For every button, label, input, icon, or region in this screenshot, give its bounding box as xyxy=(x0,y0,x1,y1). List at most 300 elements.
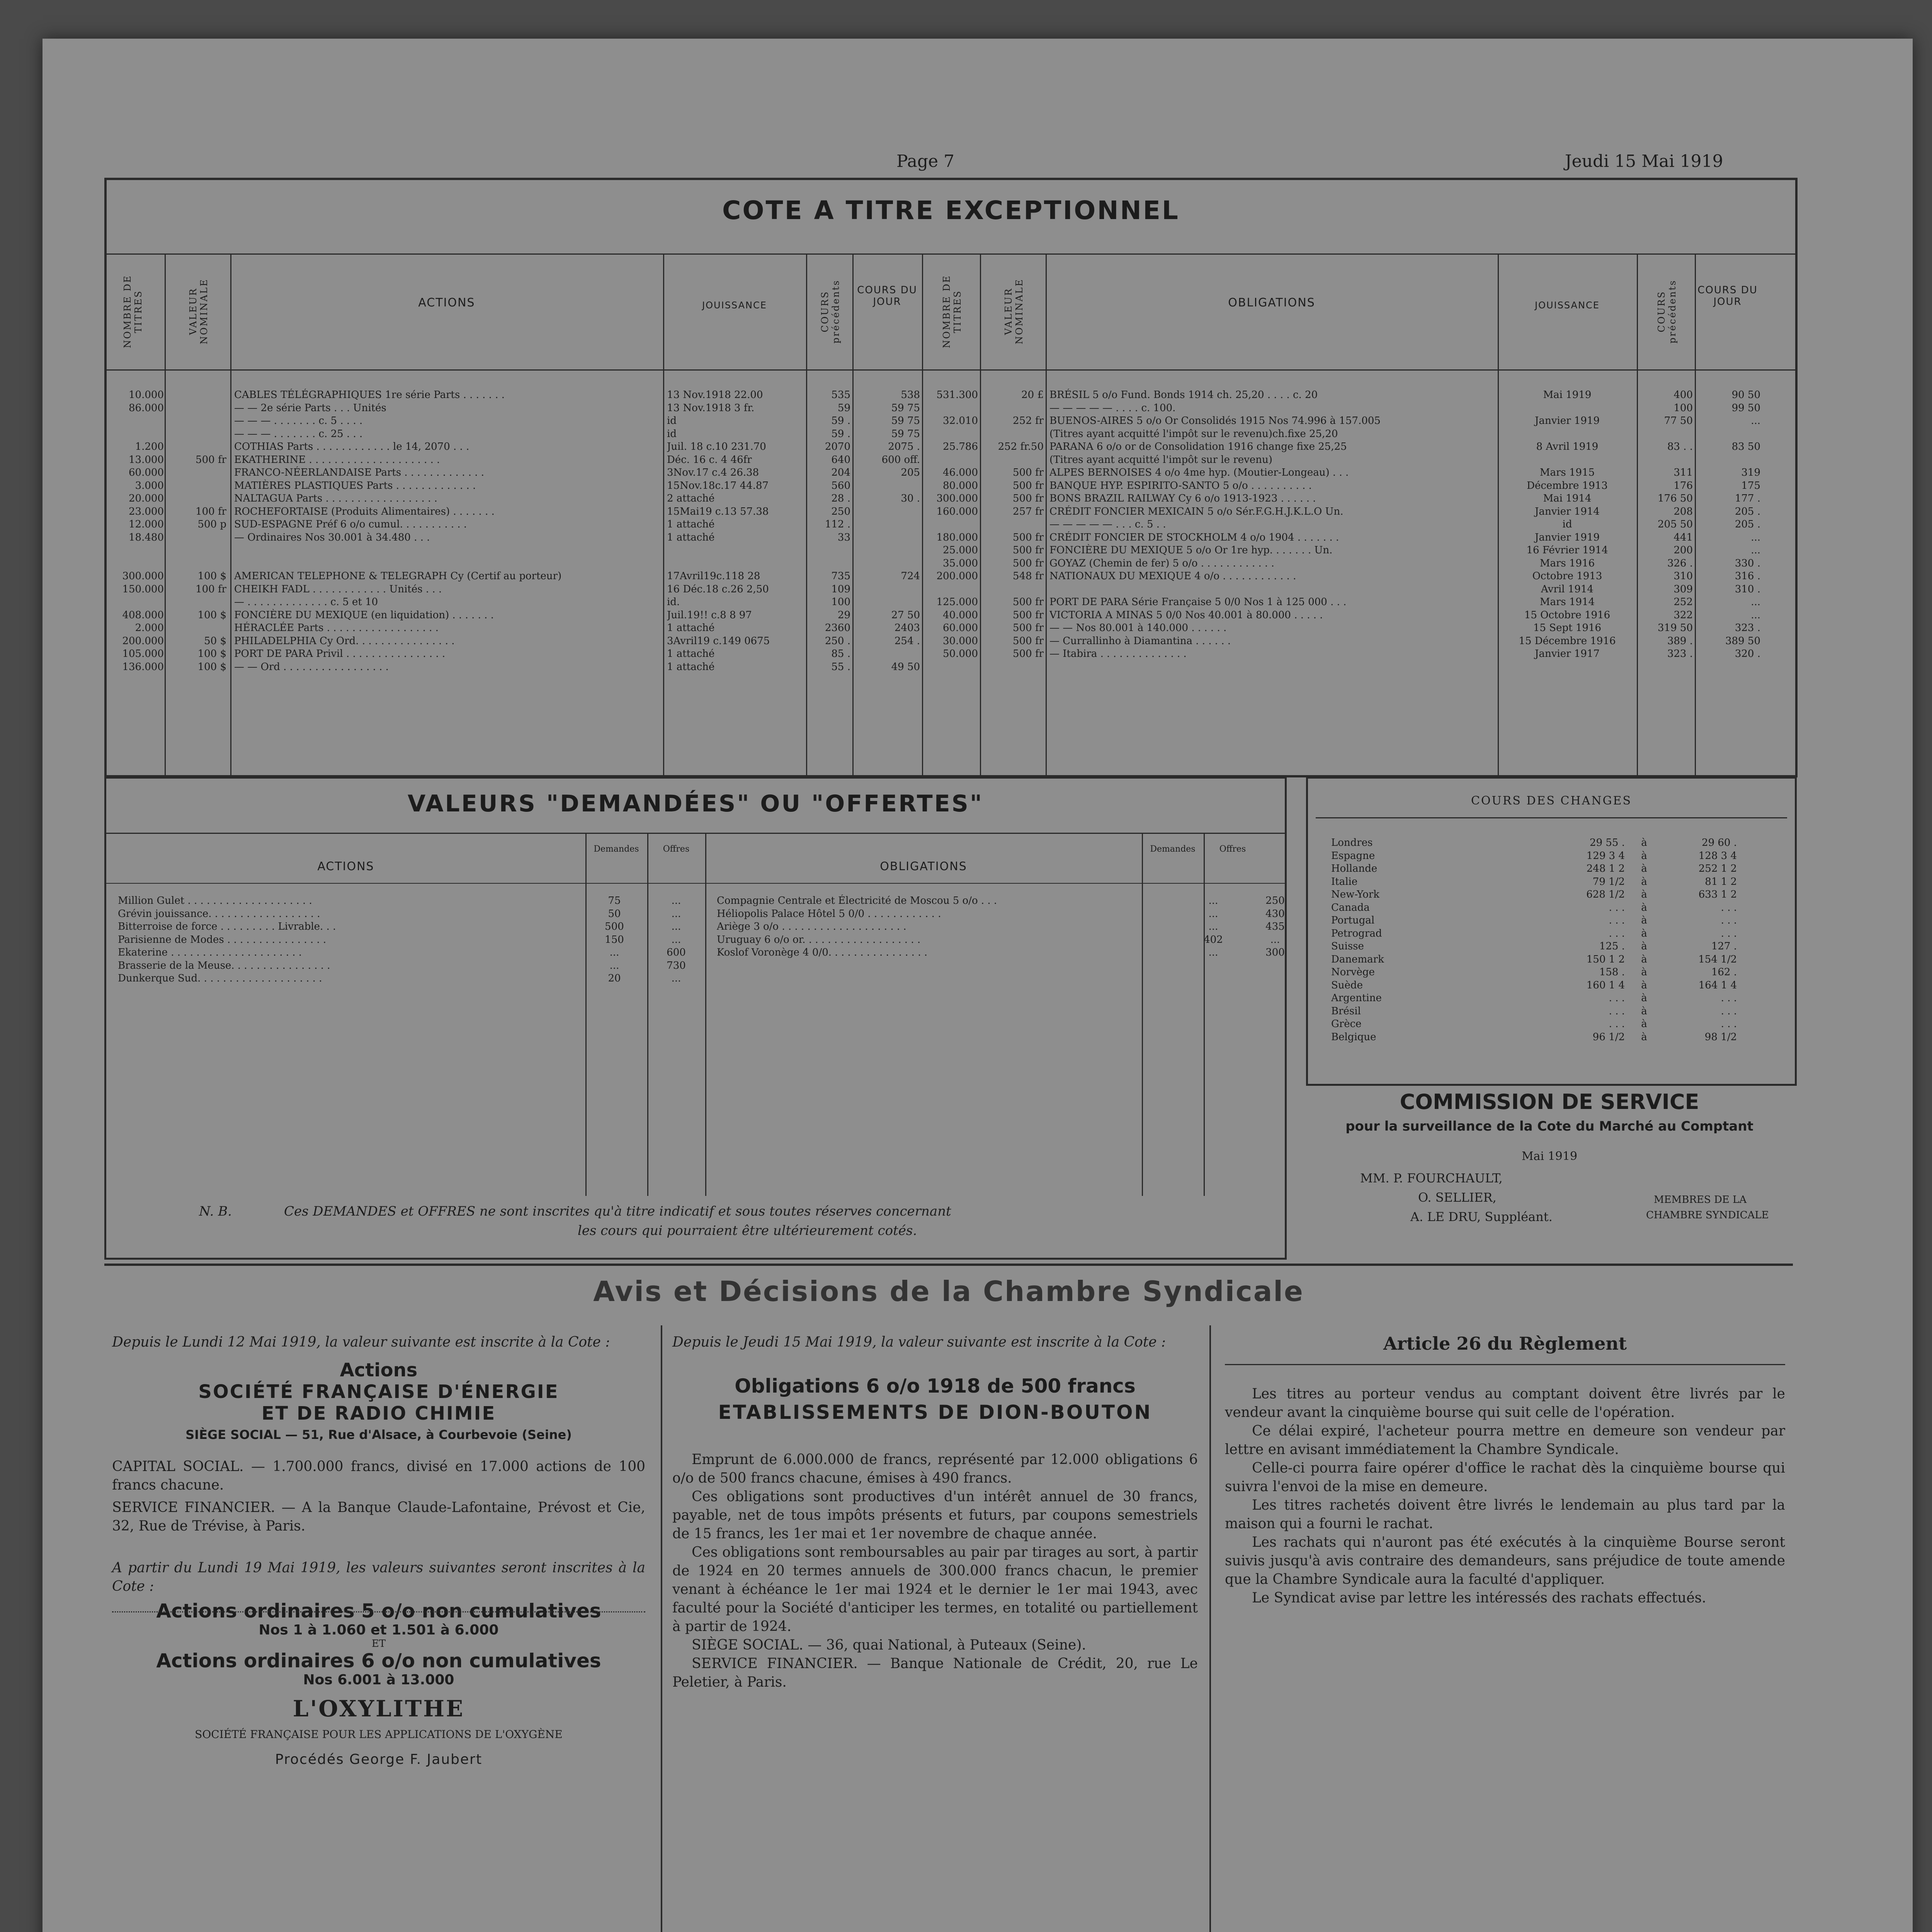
cote-obligation: VICTORIA A MINAS 5 0/0 Nos 40.001 à 80.000 . . . . . xyxy=(1049,609,1323,621)
cote-jouissance: 3Nov.17 c.4 26.38 xyxy=(667,467,759,478)
cote-row xyxy=(107,609,1795,622)
vdo-offre: ... xyxy=(1270,934,1280,946)
cote-action: — Ordinaires Nos 30.001 à 34.480 . . . xyxy=(234,531,430,543)
cote-jouissance: 1 attaché xyxy=(667,519,715,530)
cote-nombre-r: 50.000 xyxy=(943,648,978,660)
cote-action: ROCHEFORTAISE (Produits Alimentaires) . . . . . . . xyxy=(234,505,495,517)
change-row xyxy=(1331,966,1776,979)
change-high: . . . xyxy=(1721,1018,1737,1030)
cote-cours-jour-r: ... xyxy=(1751,544,1760,556)
cote-cours-jour-r: 389 50 xyxy=(1725,635,1760,647)
col3-p3: Celle-ci pourra faire opérer d'office le rachat dès la cinquième bourse qui suivra l'envoi de la mise en demeure. xyxy=(1225,1460,1785,1495)
head-cours-prec-r: COURS précédents xyxy=(1656,279,1678,344)
cote-row xyxy=(107,622,1795,635)
cote-jouissance: 1 attaché xyxy=(667,661,715,673)
col2-p2: Ces obligations sont productives d'un intérêt annuel de 30 francs, payable, net de tous impôts présents et futurs, par coupons semestriels de 15 francs, les 1er mai et 1er novembre de chaque année. xyxy=(672,1489,1198,1542)
cote-exceptionnel-box xyxy=(104,178,1798,777)
vdo-row xyxy=(106,946,705,959)
cote-cours-prec: 250 xyxy=(831,505,850,517)
vdo-offre: ... xyxy=(671,908,681,920)
cote-jouissance: 15Nov.18c.17 44.87 xyxy=(667,480,769,492)
cote-jouissance: 17Avril19c.118 28 xyxy=(667,570,760,582)
change-country: Hollande xyxy=(1331,863,1378,874)
cote-action: EKATHERINE . . . . . . . . . . . . . . . . . . . . . xyxy=(234,454,440,466)
cote-obligation: CRÉDIT FONCIER DE STOCKHOLM 4 o/o 1904 . . . . . . . xyxy=(1049,531,1339,543)
vdo-offre: ... xyxy=(671,973,681,984)
cote-obligation: — — Nos 80.001 à 140.000 . . . . . . xyxy=(1049,622,1227,634)
cote-row xyxy=(107,480,1795,493)
col2-intro: Depuis le Jeudi 15 Mai 1919, la valeur suivante est inscrite à la Cote : xyxy=(672,1334,1166,1350)
cote-jouissance-r: Janvier 1914 xyxy=(1535,505,1600,517)
cote-jouissance: 16 Déc.18 c.26 2,50 xyxy=(667,583,769,595)
cote-action: MATIÈRES PLASTIQUES Parts . . . . . . . . . . . . . xyxy=(234,480,476,492)
cote-nombre: 200.000 xyxy=(122,635,164,647)
vdo-demande: ... xyxy=(1208,895,1218,906)
cote-nombre-r: 25.000 xyxy=(943,544,978,556)
change-low: 628 1/2 xyxy=(1586,889,1625,900)
cote-valeur: 100 $ xyxy=(197,648,226,660)
change-row xyxy=(1331,914,1776,927)
cote-cours-prec-r: 400 xyxy=(1673,389,1693,401)
cote-action: NALTAGUA Parts . . . . . . . . . . . . . . . . . . xyxy=(234,493,437,504)
col1-a1n: Nos 1 à 1.060 et 1.501 à 6.000 xyxy=(259,1622,499,1638)
change-low: 158 . xyxy=(1599,966,1625,978)
changes-title: COURS DES CHANGES xyxy=(1471,794,1632,808)
cote-cours-jour-r: 90 50 xyxy=(1731,389,1760,401)
vdo-obligations-list xyxy=(705,895,1285,959)
cote-cours-jour-r: 316 . xyxy=(1735,570,1760,582)
cote-row xyxy=(107,518,1795,531)
vdo-offre: 430 xyxy=(1265,908,1285,920)
cote-cours-jour: 600 off. xyxy=(881,454,920,466)
vdo-offre: ... xyxy=(671,895,681,906)
cote-nombre-r: 80.000 xyxy=(943,480,978,492)
vdo-row xyxy=(705,908,1285,921)
col2-p1: Emprunt de 6.000.000 de francs, représenté par 12.000 obligations 6 o/o de 500 francs chacune, émises à 490 francs. xyxy=(672,1452,1198,1486)
cote-valeur-r: 500 fr xyxy=(1013,557,1044,569)
cote-valeur: 100 fr xyxy=(196,583,226,595)
cote-nombre: 10.000 xyxy=(129,389,164,401)
change-low: 129 3 4 xyxy=(1586,850,1625,862)
cote-cours-prec: 535 xyxy=(831,389,850,401)
cote-nombre-r: 160.000 xyxy=(936,505,978,517)
vdo-name: Uruguay 6 o/o or. . . . . . . . . . . . . . . . . . . xyxy=(717,934,921,946)
cote-jouissance: 15Mai19 c.13 57.38 xyxy=(667,505,769,517)
cote-obligation: PORT DE PARA Série Française 5 0/0 Nos 1 à 125 000 . . . xyxy=(1049,596,1347,608)
commission-side-2: CHAMBRE SYNDICALE xyxy=(1646,1209,1769,1221)
cote-cours-prec: 2360 xyxy=(825,622,850,634)
change-country: Suisse xyxy=(1331,940,1364,952)
change-sep: à xyxy=(1641,992,1647,1004)
col3-p4: Les titres rachetés doivent être livrés le lendemain au plus tard par la maison qui a fourni le rachat. xyxy=(1225,1497,1785,1532)
head-obligations: OBLIGATIONS xyxy=(1228,296,1315,310)
cote-obligation: ALPES BERNOISES 4 o/o 4me hyp. (Moutier-Longeau) . . . xyxy=(1049,467,1349,478)
cote-valeur-r: 500 fr xyxy=(1013,596,1044,608)
cote-nombre-r: 46.000 xyxy=(943,467,978,478)
vdo-row xyxy=(106,934,705,947)
cote-row xyxy=(107,492,1795,505)
vdo-row xyxy=(106,959,705,973)
col1-h2: SOCIÉTÉ FRANÇAISE D'ÉNERGIE xyxy=(198,1381,559,1403)
change-row xyxy=(1331,850,1776,863)
change-low: . . . xyxy=(1609,1005,1625,1017)
cote-cours-jour: 205 xyxy=(901,467,920,478)
vdo-nb-text2: les cours qui pourraient être ultérieurement cotés. xyxy=(578,1223,917,1238)
cote-valeur: 500 fr xyxy=(196,454,226,466)
cote-nombre: 1.200 xyxy=(135,441,164,452)
cote-row xyxy=(107,454,1795,467)
col3-p6: Le Syndicat avise par lettre les intéressés des rachats effectués. xyxy=(1252,1590,1706,1606)
cote-cours-jour: 538 xyxy=(901,389,920,401)
cote-obligation: BUENOS-AIRES 5 o/o Or Consolidés 1915 Nos 74.996 à 157.005 xyxy=(1049,415,1381,427)
commission-member-1: MM. P. FOURCHAULT, xyxy=(1360,1171,1503,1185)
col3-p2: Ce délai expiré, l'acheteur pourra mettre en demeure son vendeur par lettre en avisant immédiatement la Chambre Syndicale. xyxy=(1225,1423,1785,1458)
vdo-row xyxy=(705,895,1285,908)
cote-action: SUD-ESPAGNE Préf 6 o/o cumul. . . . . . . . . . . xyxy=(234,519,467,530)
cote-obligation: CRÉDIT FONCIER MEXICAIN 5 o/o Sér.F.G.H.J.K.L.O Un. xyxy=(1049,505,1344,517)
cote-valeur-r: 548 fr xyxy=(1013,570,1044,582)
cote-row xyxy=(107,440,1795,454)
cote-nombre: 150.000 xyxy=(122,583,164,595)
change-sep: à xyxy=(1641,1031,1647,1043)
change-country: Londres xyxy=(1331,837,1373,849)
col3-p5: Les rachats qui n'auront pas été exécutés à la cinquième Bourse seront suivis jusqu'à avis contraire des demandeurs, sans préjudice de toute amende que la Chambre Syndicale aura la faculté d'appliquer. xyxy=(1225,1534,1785,1587)
change-high: 154 1/2 xyxy=(1698,953,1737,965)
cote-nombre: 20.000 xyxy=(129,493,164,504)
cote-jouissance: Juil. 18 c.10 231.70 xyxy=(667,441,766,452)
cote-action: CHEIKH FADL . . . . . . . . . . . . Unités . . . xyxy=(234,583,442,595)
vdo-box xyxy=(104,777,1287,1260)
cote-jouissance: 1 attaché xyxy=(667,622,715,634)
vdo-offres-head: Offres xyxy=(663,844,690,854)
cote-jouissance: id xyxy=(667,415,677,427)
vdo-demande: ... xyxy=(1208,921,1218,932)
vdo-offre: ... xyxy=(671,934,681,946)
change-country: Suède xyxy=(1331,979,1363,991)
commission-box xyxy=(1306,1082,1793,1256)
change-high: . . . xyxy=(1721,901,1737,913)
vdo-row xyxy=(106,908,705,921)
change-sep: à xyxy=(1641,915,1647,926)
cote-cours-jour-r: 320 . xyxy=(1735,648,1760,660)
vdo-name: Parisienne de Modes . . . . . . . . . . . . . . . . xyxy=(118,934,327,946)
change-country: New-York xyxy=(1331,889,1380,900)
change-high: 164 1 4 xyxy=(1698,979,1737,991)
cote-valeur: 100 $ xyxy=(197,661,226,673)
cote-row xyxy=(107,544,1795,557)
cote-cours-prec: 29 xyxy=(837,609,850,621)
cote-cours-jour: 59 75 xyxy=(891,402,920,414)
cote-jouissance-r: Décembre 1913 xyxy=(1527,480,1608,492)
cote-nombre-r: 200.000 xyxy=(936,570,978,582)
cote-cours-jour-r: ... xyxy=(1751,609,1760,621)
vdo-name: Ariège 3 o/o . . . . . . . . . . . . . . . . . . . . xyxy=(717,921,906,932)
change-country: Belgique xyxy=(1331,1031,1376,1043)
cote-obligation: NATIONAUX DU MEXIQUE 4 o/o . . . . . . . . . . . . xyxy=(1049,570,1296,582)
vdo-title: VALEURS "DEMANDÉES" OU "OFFERTES" xyxy=(407,790,984,817)
commission-member-3: A. LE DRU, Suppléant. xyxy=(1410,1209,1553,1224)
change-country: Norvège xyxy=(1331,966,1375,978)
change-sep: à xyxy=(1641,1005,1647,1017)
cote-jouissance: 1 attaché xyxy=(667,648,715,660)
cote-action: COTHIAS Parts . . . . . . . . . . . . le 14, 2070 . . . xyxy=(234,441,469,452)
cote-nombre-r: 35.000 xyxy=(943,557,978,569)
vdo-actions-list xyxy=(106,895,705,985)
cote-row xyxy=(107,415,1795,428)
vdo-row xyxy=(705,920,1285,934)
change-row xyxy=(1331,979,1776,992)
cote-nombre-r: 125.000 xyxy=(936,596,978,608)
cote-cours-prec: 250 . xyxy=(825,635,850,647)
change-row xyxy=(1331,992,1776,1005)
newspaper-page xyxy=(43,39,1913,1932)
change-high: 98 1/2 xyxy=(1704,1031,1737,1043)
cote-row xyxy=(107,402,1795,415)
cote-jouissance-r: 8 Avril 1919 xyxy=(1536,441,1599,452)
cote-jouissance: Déc. 16 c. 4 46fr xyxy=(667,454,752,466)
vdo-row xyxy=(106,920,705,934)
cote-cours-prec-r: 389 . xyxy=(1667,635,1693,647)
cote-jouissance-r: 15 Décembre 1916 xyxy=(1519,635,1616,647)
cote-valeur: 100 fr xyxy=(196,505,226,517)
change-country: Espagne xyxy=(1331,850,1375,862)
cote-obligation: PARANA 6 o/o or de Consolidation 1916 change fixe 25,25 xyxy=(1049,441,1347,452)
cote-jouissance-r: Janvier 1919 xyxy=(1535,531,1600,543)
change-country: Grèce xyxy=(1331,1018,1362,1030)
change-row xyxy=(1331,862,1776,876)
col1-service: SERVICE FINANCIER. — A la Banque Claude-Lafontaine, Prévost et Cie, 32, Rue de Trévise, à Paris. xyxy=(112,1500,645,1534)
cote-action: — — — . . . . . . . c. 25 . . . xyxy=(234,428,363,440)
cote-cours-jour: 2075 . xyxy=(888,441,920,452)
commission-member-2: O. SELLIER, xyxy=(1418,1190,1497,1205)
cote-row xyxy=(107,505,1795,519)
cote-action: — — — . . . . . . . c. 5 . . . . xyxy=(234,415,363,427)
cote-valeur-r: 257 fr xyxy=(1013,505,1044,517)
cote-nombre: 60.000 xyxy=(129,467,164,478)
col1-company: L'OXYLITHE xyxy=(293,1696,465,1722)
vdo-demande: ... xyxy=(1208,908,1218,920)
vdo-row xyxy=(705,934,1285,947)
cote-nombre: 18.480 xyxy=(129,531,164,543)
cote-nombre: 408.000 xyxy=(122,609,164,621)
cote-row xyxy=(107,583,1795,596)
vdo-row xyxy=(106,972,705,985)
change-low: 79 1/2 xyxy=(1592,876,1625,888)
change-low: 160 1 4 xyxy=(1586,979,1625,991)
change-high: 162 . xyxy=(1711,966,1737,978)
cote-obligation: (Titres ayant acquitté l'impôt sur le revenu)ch.fixe 25,20 xyxy=(1049,428,1338,440)
change-sep: à xyxy=(1641,1018,1647,1030)
cote-cours-prec: 560 xyxy=(831,480,850,492)
col2-h2: ETABLISSEMENTS DE DION-BOUTON xyxy=(718,1401,1152,1423)
change-sep: à xyxy=(1641,940,1647,952)
changes-rows xyxy=(1331,837,1776,1044)
commission-date: Mai 1919 xyxy=(1521,1150,1578,1163)
vdo-obligations-head: OBLIGATIONS xyxy=(880,860,967,873)
cote-cours-jour-r: 319 xyxy=(1741,467,1760,478)
cote-cours-prec-r: 326 . xyxy=(1667,557,1693,569)
col1-a1: Actions ordinaires 5 o/o non cumulatives xyxy=(156,1600,601,1622)
cote-jouissance: 1 attaché xyxy=(667,531,715,543)
cote-cours-jour-r: 177 . xyxy=(1735,493,1760,504)
cote-cours-prec-r: 205 50 xyxy=(1658,519,1693,530)
vdo-offre: 600 xyxy=(667,947,686,958)
change-sep: à xyxy=(1641,927,1647,939)
cote-obligation: FONCIÈRE DU MEXIQUE 5 o/o Or 1re hyp. . . . . . . Un. xyxy=(1049,544,1333,556)
col1-company-sub: SOCIÉTÉ FRANÇAISE POUR LES APPLICATIONS DE L'OXYGÈNE xyxy=(195,1728,563,1741)
cote-action: AMERICAN TELEPHONE & TELEGRAPH Cy (Certif au porteur) xyxy=(234,570,562,582)
cote-cours-prec: 85 . xyxy=(831,648,850,660)
head-jouissance-r: JOUISSANCE xyxy=(1535,300,1600,311)
vdo-name: Compagnie Centrale et Électricité de Moscou 5 o/o . . . xyxy=(717,895,997,906)
change-low: . . . xyxy=(1609,1018,1625,1030)
cote-action: FONCIÈRE DU MEXIQUE (en liquidation) . . . . . . . xyxy=(234,609,494,621)
cote-action: — . . . . . . . . . . . . . c. 5 et 10 xyxy=(234,596,378,608)
cote-cours-prec-r: 322 xyxy=(1673,609,1693,621)
change-low: . . . xyxy=(1609,901,1625,913)
change-high: 128 3 4 xyxy=(1698,850,1737,862)
cote-action: PORT DE PARA Privil . . . . . . . . . . . . . . . . xyxy=(234,648,446,660)
change-row xyxy=(1331,876,1776,889)
cote-jouissance-r: Janvier 1917 xyxy=(1535,648,1600,660)
cote-cours-prec-r: 310 xyxy=(1673,570,1693,582)
change-low: 96 1/2 xyxy=(1592,1031,1625,1043)
cote-cours-prec: 2070 xyxy=(825,441,850,452)
change-low: . . . xyxy=(1609,927,1625,939)
cote-jouissance-r: 15 Sept 1916 xyxy=(1533,622,1602,634)
changes-box xyxy=(1306,777,1797,1086)
change-sep: à xyxy=(1641,837,1647,849)
cote-nombre: 12.000 xyxy=(129,519,164,530)
col1-h1: Actions xyxy=(340,1359,418,1381)
cote-valeur-r: 500 fr xyxy=(1013,493,1044,504)
cote-row xyxy=(107,635,1795,648)
cote-cours-jour: 724 xyxy=(901,570,920,582)
vdo-name: Million Gulet . . . . . . . . . . . . . . . . . . . . xyxy=(118,895,312,906)
change-country: Brésil xyxy=(1331,1005,1361,1017)
cote-cours-prec: 204 xyxy=(831,467,850,478)
cote-cours-prec-r: 83 . . xyxy=(1667,441,1693,452)
cote-action: — — Ord . . . . . . . . . . . . . . . . . xyxy=(234,661,389,673)
cote-cours-jour: 27 50 xyxy=(891,609,920,621)
cote-valeur-r: 20 £ xyxy=(1021,389,1044,401)
cote-cours-prec: 59 . xyxy=(831,415,850,427)
cote-cours-prec: 59 xyxy=(837,402,850,414)
cote-jouissance-r: id xyxy=(1562,519,1572,530)
cote-nombre: 86.000 xyxy=(129,402,164,414)
avis-col3 xyxy=(1225,1333,1785,1607)
cote-nombre-r: 30.000 xyxy=(943,635,978,647)
cote-cours-jour-r: ... xyxy=(1751,415,1760,427)
col3-p1: Les titres au porteur vendus au comptant doivent être livrés par le vendeur avant la cinquième bourse qui suit celle de l'opération. xyxy=(1225,1386,1785,1420)
cote-jouissance: 2 attaché xyxy=(667,493,715,504)
cote-nombre: 300.000 xyxy=(122,570,164,582)
cote-row xyxy=(107,428,1795,441)
change-row xyxy=(1331,953,1776,966)
cote-cours-jour-r: ... xyxy=(1751,531,1760,543)
change-row xyxy=(1331,1018,1776,1031)
change-row xyxy=(1331,888,1776,901)
cote-cours-jour: 2403 xyxy=(894,622,920,634)
vdo-name: Brasserie de la Meuse. . . . . . . . . . . . . . . . xyxy=(118,959,330,971)
change-high: 252 1 2 xyxy=(1698,863,1737,874)
cote-cours-prec-r: 100 xyxy=(1673,402,1693,414)
vdo-name: Ekaterine . . . . . . . . . . . . . . . . . . . . . xyxy=(118,947,302,958)
cote-jouissance-r: Mars 1915 xyxy=(1539,467,1595,478)
change-country: Canada xyxy=(1331,901,1370,913)
cote-jouissance-r: Mars 1916 xyxy=(1539,557,1595,569)
cote-nombre: 2.000 xyxy=(135,622,164,634)
cote-jouissance: 3Avril19 c.149 0675 xyxy=(667,635,770,647)
vdo-demande: 20 xyxy=(608,973,621,984)
vdo-name: Dunkerque Sud. . . . . . . . . . . . . . . . . . . . xyxy=(118,973,322,984)
cote-obligation: BRÉSIL 5 o/o Fund. Bonds 1914 ch. 25,20 . . . . c. 20 xyxy=(1049,389,1318,401)
cote-valeur-r: 500 fr xyxy=(1013,467,1044,478)
cote-cours-jour: 59 75 xyxy=(891,415,920,427)
change-high: 81 1 2 xyxy=(1705,876,1737,888)
head-jouissance: JOUISSANCE xyxy=(702,300,767,311)
cote-valeur-r: 500 fr xyxy=(1013,635,1044,647)
cote-jouissance: id xyxy=(667,428,677,440)
vdo-demande: 75 xyxy=(608,895,621,906)
col1-intro: Depuis le Lundi 12 Mai 1919, la valeur suivante est inscrite à la Cote : xyxy=(112,1334,610,1350)
change-row xyxy=(1331,927,1776,940)
cote-cours-jour: 49 50 xyxy=(891,661,920,673)
cote-valeur-r: 500 fr xyxy=(1013,609,1044,621)
cote-obligation: — — — — — . . . c. 5 . . xyxy=(1049,519,1166,530)
head-valeur: VALEUR NOMINALE xyxy=(188,278,209,345)
cote-nombre: 13.000 xyxy=(129,454,164,466)
change-high: 633 1 2 xyxy=(1698,889,1737,900)
col1-h4: SIÈGE SOCIAL — 51, Rue d'Alsace, à Courbevoie (Seine) xyxy=(185,1427,572,1442)
cote-valeur: 100 $ xyxy=(197,570,226,582)
cote-row xyxy=(107,648,1795,661)
cote-action: PHILADELPHIA Cy Ord. . . . . . . . . . . . . . . . xyxy=(234,635,455,647)
cote-cours-prec-r: 319 50 xyxy=(1658,622,1693,634)
cote-action: HÉRACLÉE Parts . . . . . . . . . . . . . . . . . . xyxy=(234,622,439,634)
cote-valeur-r: 500 fr xyxy=(1013,480,1044,492)
commission-title: COMMISSION DE SERVICE xyxy=(1400,1090,1699,1114)
vdo-demande: ... xyxy=(1208,947,1218,958)
cote-obligation: BONS BRAZIL RAILWAY Cy 6 o/o 1913-1923 . . . . . . xyxy=(1049,493,1316,504)
vdo-row xyxy=(106,895,705,908)
cote-cours-prec: 109 xyxy=(831,583,850,595)
change-high: . . . xyxy=(1721,992,1737,1004)
vdo-demande: 150 xyxy=(605,934,624,946)
cote-cours-prec: 33 xyxy=(837,531,850,543)
cote-nombre: 3.000 xyxy=(135,480,164,492)
col1-h3: ET DE RADIO CHIMIE xyxy=(261,1403,496,1424)
col1-et: ET xyxy=(371,1638,386,1650)
change-sep: à xyxy=(1641,966,1647,978)
col1-capital: CAPITAL SOCIAL. — 1.700.000 francs, divisé en 17.000 actions de 100 francs chacune. xyxy=(112,1459,645,1493)
change-row xyxy=(1331,901,1776,915)
cote-cours-prec-r: 309 xyxy=(1673,583,1693,595)
cote-jouissance-r: Mars 1914 xyxy=(1539,596,1595,608)
cote-rows xyxy=(107,389,1795,673)
vdo-demande: ... xyxy=(609,959,619,971)
cote-jouissance-r: Janvier 1919 xyxy=(1535,415,1600,427)
cote-cours-jour-r: ... xyxy=(1751,596,1760,608)
cote-valeur: 500 p xyxy=(197,519,226,530)
cote-nombre-r: 531.300 xyxy=(936,389,978,401)
cote-valeur-r: 500 fr xyxy=(1013,531,1044,543)
change-sep: à xyxy=(1641,876,1647,888)
cote-row xyxy=(107,661,1795,674)
cote-nombre-r: 180.000 xyxy=(936,531,978,543)
cote-row xyxy=(107,466,1795,480)
change-low: . . . xyxy=(1609,992,1625,1004)
